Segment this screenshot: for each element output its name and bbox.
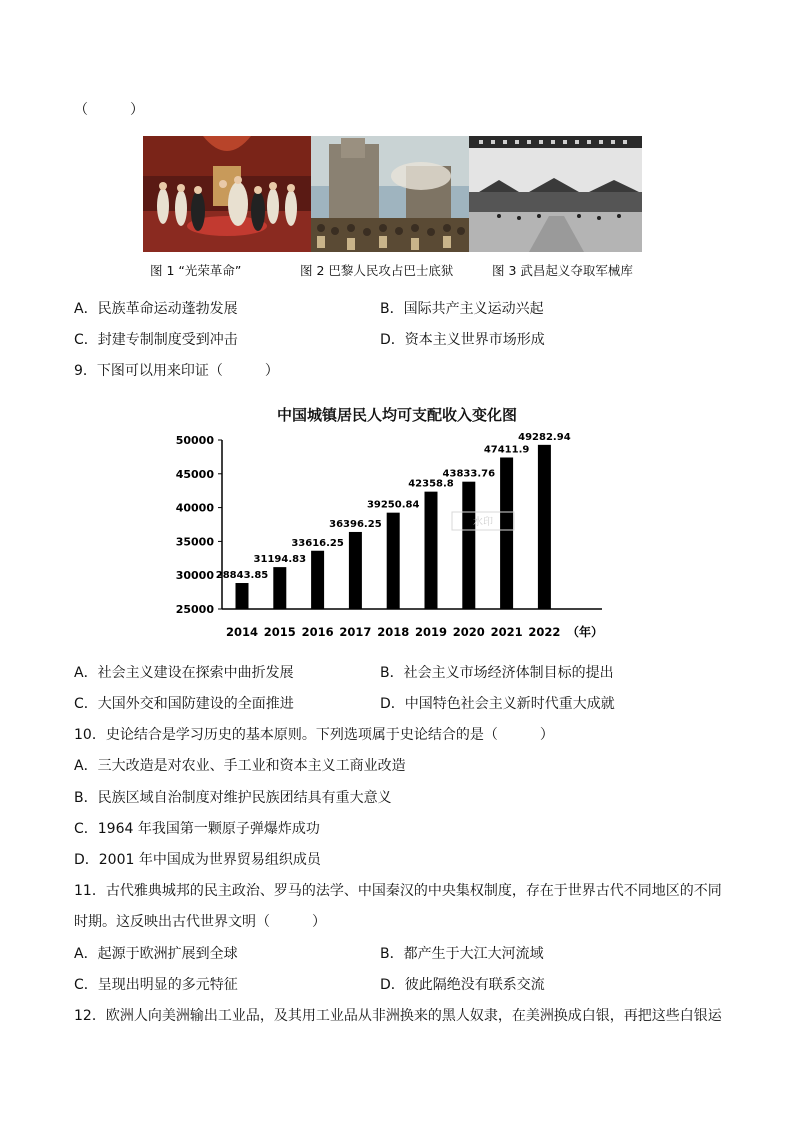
x-tick-label: 2017: [339, 625, 372, 639]
x-tick-label: 2020: [452, 625, 485, 639]
bar-value-label: 42358.8: [408, 478, 454, 490]
x-tick-label: 2019: [414, 625, 448, 639]
chart-title: 中国城镇居民人均可支配收入变化图: [276, 406, 517, 424]
bar: [273, 567, 286, 609]
figure-2-caption: 图 2 巴黎人民攻占巴士底狱: [300, 263, 454, 278]
x-tick-label: 2018: [377, 625, 410, 639]
bar-value-label: 39250.84: [366, 499, 420, 511]
figure-1-caption: 图 1 “光荣革命”: [150, 263, 242, 278]
x-tick-label: 2014: [225, 625, 259, 639]
x-tick-label: 2016: [301, 625, 334, 639]
q9-stem: 9．下图可以用来印证（ ）: [74, 363, 279, 379]
x-axis-unit: （年）: [566, 625, 604, 639]
q9-option-b[interactable]: B．社会主义市场经济体制目标的提出: [380, 665, 614, 681]
q11-option-b[interactable]: B．都产生于大江大河流域: [380, 946, 544, 962]
x-tick-label: 2021: [490, 625, 523, 639]
q10-option-c[interactable]: C．1964 年我国第一颗原子弹爆炸成功: [74, 821, 320, 837]
bar-value-label: 33616.25: [291, 537, 344, 549]
bar-value-label: 43833.76: [442, 468, 496, 480]
figure-3-caption: 图 3 武昌起义夺取军械库: [492, 263, 633, 278]
q8-option-b[interactable]: B．国际共产主义运动兴起: [380, 301, 544, 317]
y-tick-label: 40000: [175, 501, 214, 515]
q10-option-a[interactable]: A．三大改造是对农业、手工业和资本主义工商业改造: [74, 758, 406, 774]
bar: [387, 513, 400, 609]
q9-option-c[interactable]: C．大国外交和国防建设的全面推进: [74, 696, 294, 712]
bar: [311, 551, 324, 609]
bar-value-label: 31194.83: [253, 554, 307, 566]
q8-answer-bracket: （ ）: [74, 102, 144, 118]
q8-option-d[interactable]: D．资本主义世界市场形成: [380, 332, 545, 348]
q12-stem-line1: 12．欧洲人向美洲输出工业品，及其用工业品从非洲换来的黑人奴隶，在美洲换成白银，再把这些白银运: [74, 1008, 722, 1024]
y-tick-label: 30000: [175, 569, 214, 583]
bar: [349, 532, 362, 609]
q10-stem: 10．史论结合是学习历史的基本原则。下列选项属于史论结合的是（ ）: [74, 727, 554, 743]
bar-value-label: 49282.94: [518, 431, 571, 443]
q11-stem-line1: 11．古代雅典城邦的民主政治、罗马的法学、中国秦汉的中央集权制度，存在于世界古代不同地区的不同: [74, 883, 722, 899]
bar: [236, 583, 249, 609]
y-tick-label: 25000: [175, 603, 214, 616]
bar-value-label: 47411.9: [483, 444, 530, 456]
q11-stem-line2: 时期。这反映出古代世界文明（ ）: [74, 914, 326, 930]
q11-option-a[interactable]: A．起源于欧洲扩展到全球: [74, 946, 238, 962]
bar-value-label: 28843.85: [215, 570, 269, 582]
q9-option-d[interactable]: D．中国特色社会主义新时代重大成就: [380, 696, 615, 712]
q10-option-d[interactable]: D．2001 年中国成为世界贸易组织成员: [74, 852, 321, 868]
q8-option-a[interactable]: A．民族革命运动蓬勃发展: [74, 301, 238, 317]
bar: [425, 492, 438, 609]
watermark-text: 水印: [473, 517, 493, 528]
x-tick-label: 2015: [263, 625, 296, 639]
q9-option-a[interactable]: A．社会主义建设在探索中曲折发展: [74, 665, 294, 681]
bar-value-label: 36396.25: [329, 518, 382, 530]
q11-option-c[interactable]: C．呈现出明显的多元特征: [74, 977, 238, 993]
y-tick-label: 45000: [175, 467, 214, 481]
bar: [538, 445, 551, 609]
bar: [500, 457, 513, 609]
q10-option-b[interactable]: B．民族区域自治制度对维护民族团结具有重大意义: [74, 790, 392, 806]
q11-option-d[interactable]: D．彼此隔绝没有联系交流: [380, 977, 545, 993]
y-tick-label: 35000: [175, 535, 214, 549]
bar: [462, 482, 475, 609]
y-tick-label: 50000: [175, 434, 214, 447]
q8-option-c[interactable]: C．封建专制制度受到冲击: [74, 332, 238, 348]
x-tick-label: 2022: [528, 625, 561, 639]
